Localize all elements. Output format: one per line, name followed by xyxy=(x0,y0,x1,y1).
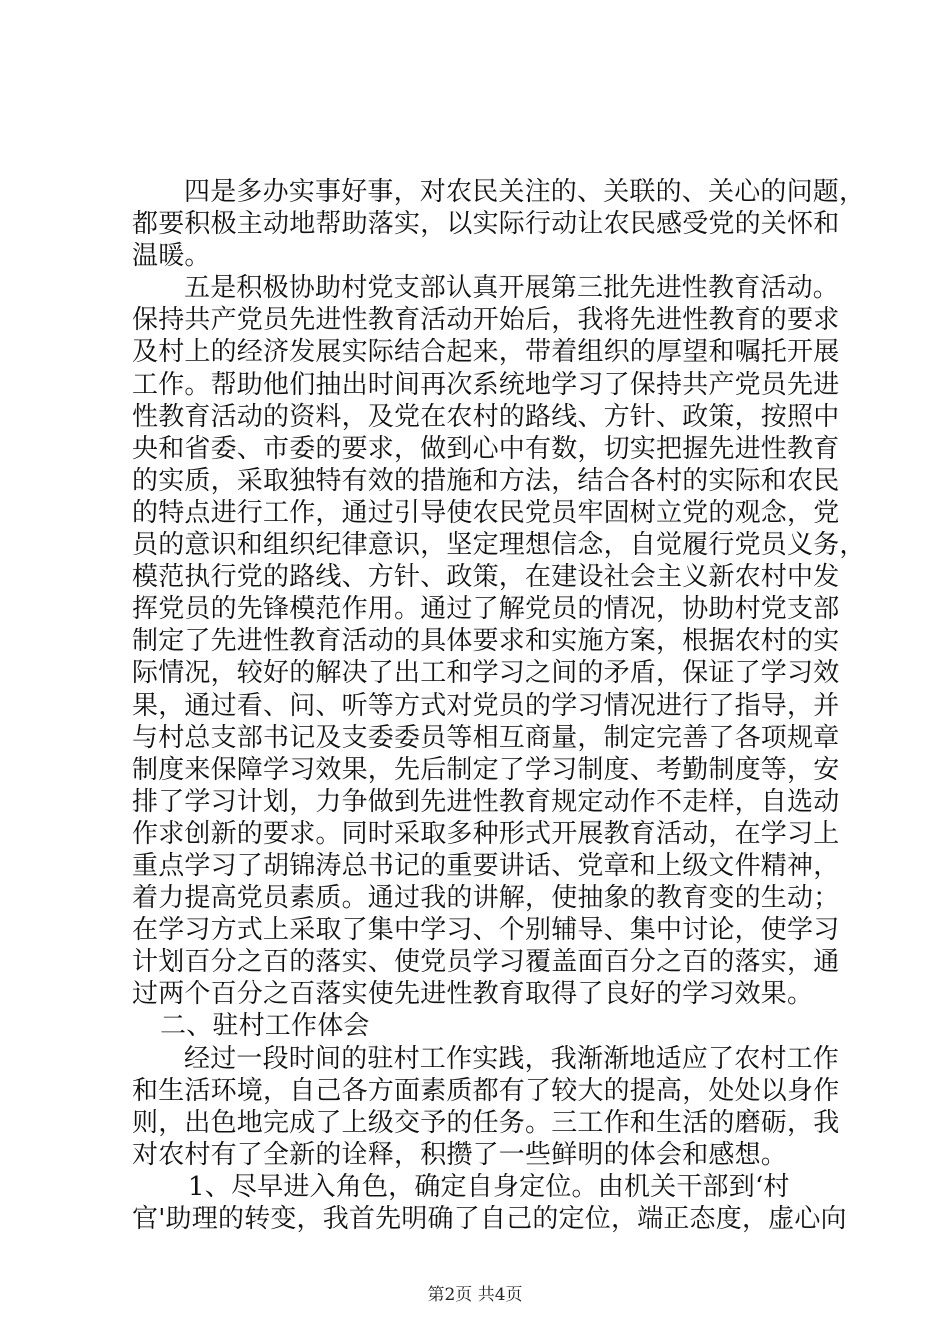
paragraph-line: 果，通过看、问、听等方式对党员的学习情况进行了指导，并 xyxy=(132,690,840,721)
paragraph-line: 经过一段时间的驻村工作实践，我渐渐地适应了农村工作 xyxy=(184,1043,840,1074)
paragraph-line: 的特点进行工作，通过引导使农民党员牢固树立党的观念，党 xyxy=(132,497,840,528)
paragraph-line: 际情况，较好的解决了出工和学习之间的矛盾，保证了学习效 xyxy=(132,658,840,689)
paragraph-line: 制定了先进性教育活动的具体要求和实施方案，根据农村的实 xyxy=(132,626,840,657)
paragraph-line: 五是积极协助村党支部认真开展第三批先进性教育活动。 xyxy=(184,273,840,304)
paragraph-line: 央和省委、市委的要求，做到心中有数，切实把握先进性教育 xyxy=(132,433,840,464)
page-number-footer: 第2页 共4页 xyxy=(427,1285,523,1305)
paragraph-line: 对农村有了全新的诠释，积攒了一些鲜明的体会和感想。 xyxy=(132,1139,788,1170)
paragraph-line: 性教育活动的资料，及党在农村的路线、方针、政策，按照中 xyxy=(132,401,840,432)
paragraph-line: 与村总支部书记及支委委员等相互商量，制定完善了各项规章 xyxy=(132,722,840,753)
paragraph-line: 员的意识和组织纪律意识，坚定理想信念，自觉履行党员义务， xyxy=(132,530,866,561)
paragraph-line: 和生活环境，自己各方面素质都有了较大的提高，处处以身作 xyxy=(132,1075,840,1106)
paragraph-line: 都要积极主动地帮助落实，以实际行动让农民感受党的关怀和 xyxy=(132,209,840,240)
paragraph-line: 工作。帮助他们抽出时间再次系统地学习了保持共产党员先进 xyxy=(132,369,840,400)
paragraph-line: 及村上的经济发展实际结合起来，带着组织的厚望和嘱托开展 xyxy=(132,337,840,368)
paragraph-line: 模范执行党的路线、方针、政策，在建设社会主义新农村中发 xyxy=(132,562,840,593)
paragraph-line: 排了学习计划，力争做到先进性教育规定动作不走样，自选动 xyxy=(132,786,840,817)
paragraph-line: 重点学习了胡锦涛总书记的重要讲话、党章和上级文件精神， xyxy=(132,850,840,881)
paragraph-line: 四是多办实事好事，对农民关注的、关联的、关心的问题， xyxy=(184,177,866,207)
paragraph-line: 的实质，采取独特有效的措施和方法，结合各村的实际和农民 xyxy=(132,465,840,496)
paragraph-line: 官'助理的转变，我首先明确了自己的定位，端正态度，虚心向 xyxy=(132,1204,847,1234)
paragraph-line: 挥党员的先锋模范作用。通过了解党员的情况，协助村党支部 xyxy=(132,594,840,625)
paragraph-line: 着力提高党员素质。通过我的讲解，使抽象的教育变的生动； xyxy=(132,883,840,914)
paragraph-line: 温暖。 xyxy=(132,241,211,272)
paragraph-line: 过两个百分之百落实使先进性教育取得了良好的学习效果。 xyxy=(132,979,814,1010)
paragraph-line: 制度来保障学习效果，先后制定了学习制度、考勤制度等，安 xyxy=(132,754,840,785)
paragraph-line: 则，出色地完成了上级交予的任务。三工作和生活的磨砺，我 xyxy=(132,1107,840,1138)
section-heading: 二、驻村工作体会 xyxy=(160,1011,370,1042)
document-body xyxy=(132,176,866,1235)
paragraph-line: 在学习方式上采取了集中学习、个别辅导、集中讨论，使学习 xyxy=(132,915,840,946)
paragraph-line: 作求创新的要求。同时采取多种形式开展教育活动，在学习上 xyxy=(132,818,840,849)
paragraph-line: 计划百分之百的落实、使党员学习覆盖面百分之百的落实，通 xyxy=(132,947,840,978)
paragraph-line: 1、尽早进入角色，确定自身定位。由机关干部到‘村 xyxy=(188,1171,790,1202)
paragraph-line: 保持共产党员先进性教育活动开始后，我将先进性教育的要求 xyxy=(132,305,840,336)
